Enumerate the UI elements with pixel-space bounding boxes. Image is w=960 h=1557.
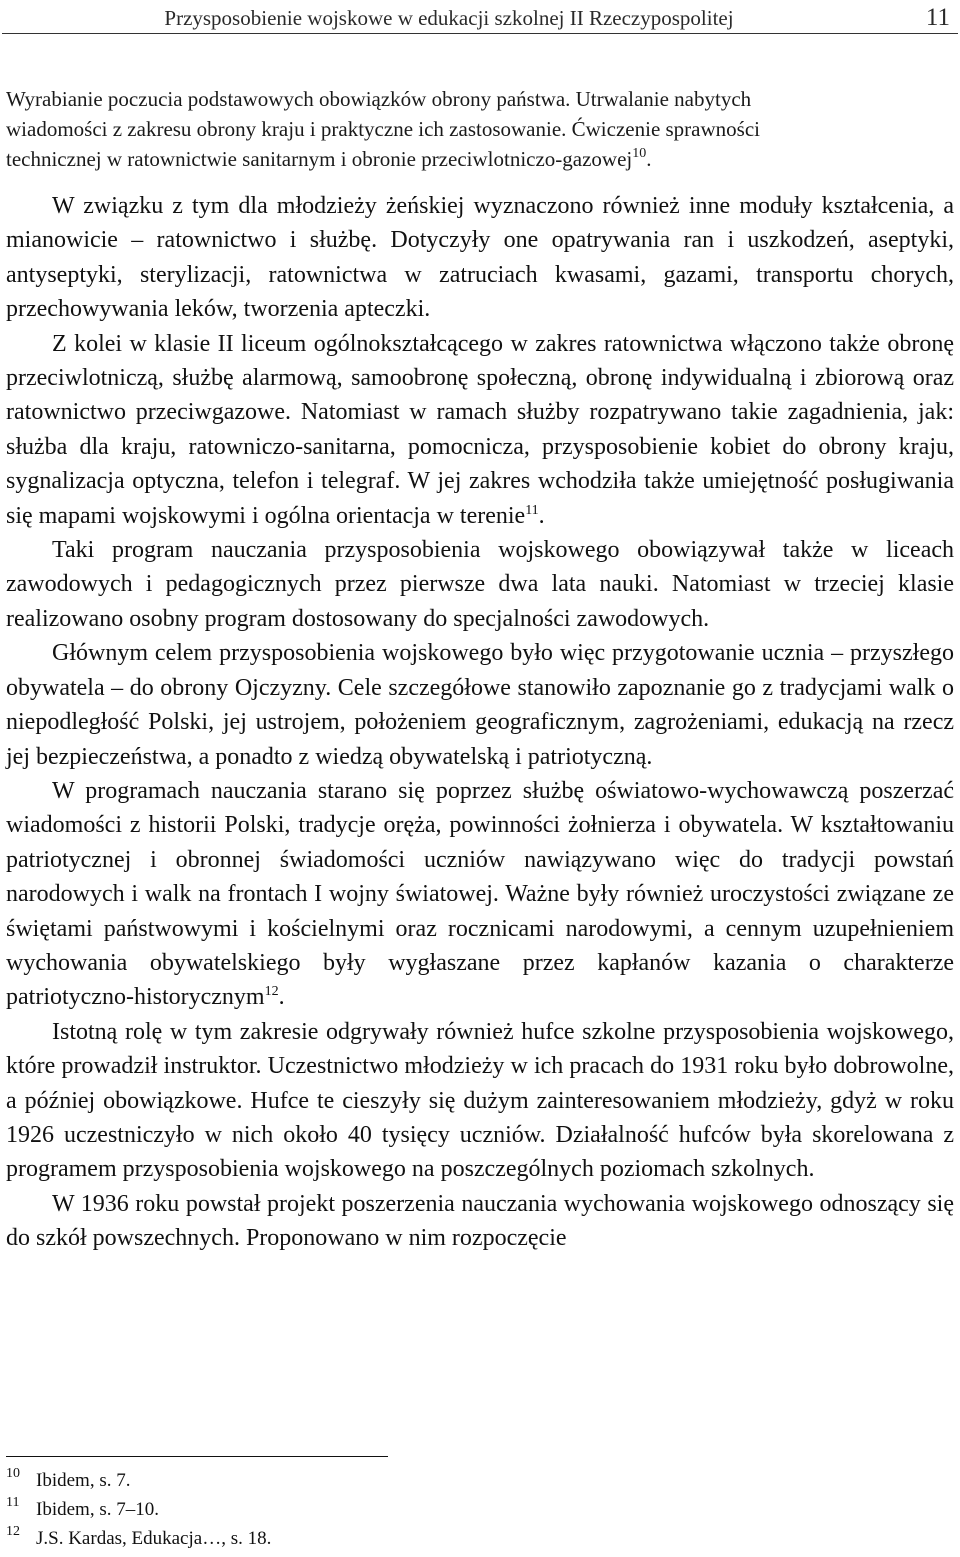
running-header <box>0 0 960 34</box>
paragraph-6-text: Istotną rolę w tym zakresie odgrywały również hufce szkolne przysposobienia wojskowego, które prowadził instruktor. Uczestnictwo młodzieży w ich pracach do 1931 roku było dobrowolne, a później obowiązkowe. Hufce te cieszyły się dużym zainteresowaniem młodzieży, gdyż w roku 1926 uczestniczyło w nich około 40 tysięcy uczniów. Działalność hufców była skorelowana z programem przysposobienia wojskowego na poszczególnych poziomach szkolnych. <box>6 1018 954 1183</box>
body-text <box>6 189 954 1256</box>
paragraph-5-text: W programach nauczania starano się poprzez służbę oświatowo-wychowawczą poszerzać wiadomości z historii Polski, tradycje oręża, powinności żołnierza i obywatela. W kształtowaniu patriotycznej i obronnej świadomości uczniów nawiązywano więc do tradycji powstań narodowych i walk na frontach I wojny światowej. Ważne były również uroczystości związane ze świętami państwowymi i kościelnymi oraz rocznicami narodowymi, a cennym uzupełnieniem wychowania obywatelskiego były wygłaszane przez kapłanów kazania o charakterze patriotyczno-historycznym <box>6 777 954 1011</box>
paragraph-6 <box>6 1015 954 1187</box>
intro-line-2: wiadomości z zakresu obrony kraju i praktyczne ich zastosowanie. Ćwiczenie sprawności <box>6 117 760 141</box>
paragraph-3 <box>6 533 954 636</box>
paragraph-1-text: W związku z tym dla młodzieży żeńskiej wyznaczono również inne moduły kształcenia, a mianowicie – ratownictwo i służbę. Dotyczyły one opatrywania ran i uszkodzeń, aseptyki, antyseptyki, sterylizacji, ratownictwa w zatruciach kwasami, gazami, transportu chorych, przechowywania leków, tworzenia apteczki. <box>6 193 954 323</box>
footnote-text: Ibidem, s. 7. <box>36 1470 131 1491</box>
footnote-11 <box>6 1495 706 1524</box>
paragraph-1 <box>6 189 954 327</box>
footnotes <box>6 1466 706 1553</box>
footnote-number: 10 <box>6 1466 20 1481</box>
footnote-ref-12[interactable]: 12 <box>264 984 279 1000</box>
paragraph-5 <box>6 774 954 1015</box>
page-number: 11 <box>925 4 950 31</box>
paragraph-2-tail: . <box>538 502 545 529</box>
paragraph-3-text: Taki program nauczania przysposobienia wojskowego obowiązywał także w liceach zawodowych i pedagogicznych przez pierwsze dwa lata nauki. Natomiast w trzeciej klasie realizowano osobny program dostosowany do specjalności zawodowych. <box>6 537 954 632</box>
paragraph-7 <box>6 1187 954 1256</box>
paragraph-4-text: Głównym celem przysposobienia wojskowego było więc przygotowanie ucznia – przyszłego obywatela – do obrony Ojczyzny. Cele szczegółowe stanowiło zapoznanie go z tradycjami walk o niepodległość Polski, jej ustrojem, położeniem geograficznym, zagrożeniami, edukacją na rzecz jej bezpieczeństwa, a ponadto z wiedzą obywatelską i patriotyczną. <box>6 640 954 770</box>
paragraph-2 <box>6 327 954 533</box>
footnote-text: Ibidem, s. 7–10. <box>36 1499 159 1520</box>
paragraph-2-text: Z kolei w klasie II liceum ogólnokształcącego w zakres ratownictwa włączono także obronę przeciwlotniczą, służbę alarmową, samoobronę społeczną, obronę indywidualną i zbiorową oraz ratownictwo przeciwgazowe. Natomiast w ramach służby rozpatrywano takie zagadnienia, jak: służba dla kraju, ratowniczo-sanitarna, pomocnicza, przysposobienie kobiet do obrony kraju, sygnalizacja optyczna, telefon i telegraf. W jej zakres wchodziła także umiejętność posługiwania się mapami wojskowymi i ogólna orientacja w terenie <box>6 330 954 529</box>
intro-line-3-text: technicznej w ratownictwie sanitarnym i obronie przeciwlotniczo-gazowej <box>6 147 633 171</box>
footnote-12 <box>6 1524 706 1553</box>
running-header-title: Przysposobienie wojskowe w edukacji szkolnej II Rzeczypospolitej <box>164 6 734 30</box>
intro-line-3 <box>6 144 954 174</box>
footnote-ref-10[interactable]: 10 <box>632 146 647 161</box>
header-rule <box>2 33 958 34</box>
paragraph-4 <box>6 636 954 774</box>
intro-line-3-tail: . <box>646 147 652 171</box>
footnote-ref-11[interactable]: 11 <box>525 502 539 518</box>
footnote-number: 12 <box>6 1524 20 1539</box>
intro-line-1: Wyrabianie poczucia podstawowych obowiązków obrony państwa. Utrwalanie nabytych <box>6 87 752 111</box>
intro-paragraph <box>6 84 954 174</box>
footnote-separator <box>6 1456 388 1457</box>
paragraph-7-text: W 1936 roku powstał projekt poszerzenia nauczania wychowania wojskowego odnoszący się do szkół powszechnych. Proponowano w nim rozpoczęcie <box>6 1190 954 1252</box>
footnote-number: 11 <box>6 1495 20 1510</box>
paragraph-5-tail: . <box>278 984 285 1011</box>
footnote-10 <box>6 1466 706 1495</box>
footnote-text: J.S. Kardas, Edukacja…, s. 18. <box>36 1528 272 1549</box>
